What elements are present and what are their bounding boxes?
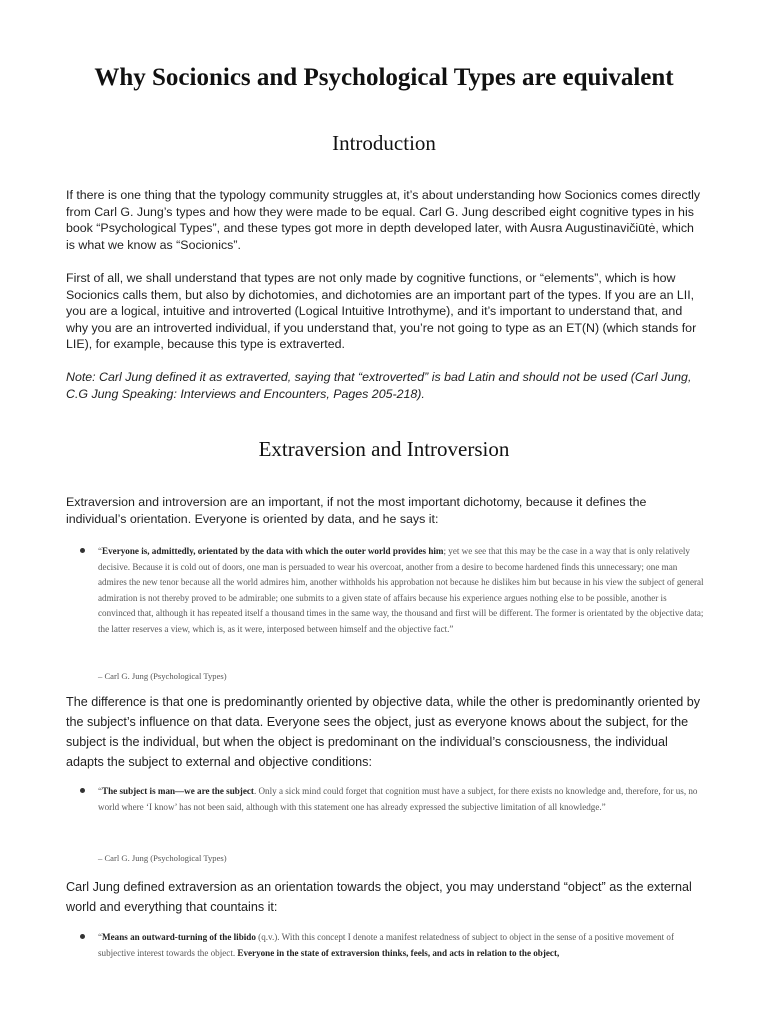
introduction-heading: Introduction — [332, 131, 436, 155]
quote-1-text — [98, 544, 705, 638]
quote-1-attribution: – Carl G. Jung (Psychological Types) — [98, 671, 227, 681]
bullet-icon — [80, 548, 85, 553]
quote-3-open: “ — [98, 932, 103, 942]
introduction-paragraph-2: First of all, we shall understand that types are not only made by cognitive functions, or “elements”, which is how Socionics calls them, but also by dichotomies, and dichotomies are an important part of the types. If you are an LII, you are a logical, intuitive and introverted (Logical Intuitive Introthyme), and it’s important to understand that, and why you are an introverted individual, if you understand that, you’re not going to type as an ET(N) (which stands for LIE), for example, because this type is extraverted. — [66, 271, 697, 351]
bullet-icon — [80, 788, 85, 793]
bullet-icon — [80, 934, 85, 939]
quote-2-rest: . Only a sick mind could forget that cognition must have a subject, for there exists no knowledge and, therefore, for us, no world where ‘I know’ has not been said, although with this statement one has already expressed the subjective limitation of all knowledge.” — [98, 786, 698, 812]
extraversion-paragraph-2: The difference is that one is predominantly oriented by objective data, while the other is predominantly oriented by the subject’s influence on that data. Everyone sees the object, just as everyone knows about the subject, for the subject is the individual, but when the object is predominant on the individual’s consciousness, the individual adapts the subject to external and objective conditions: — [66, 695, 701, 769]
quote-1-open: “ — [98, 546, 103, 556]
extraversion-heading: Extraversion and Introversion — [258, 437, 510, 461]
extraversion-paragraph-3: Carl Jung defined extraversion as an orientation towards the object, you may understand “object” as the external world and everything that countains it: — [66, 880, 692, 914]
quote-2-attribution: – Carl G. Jung (Psychological Types) — [98, 853, 227, 863]
quote-2-open: “ — [98, 786, 103, 796]
quote-2-bold: The subject is man—we are the subject — [102, 786, 254, 796]
quote-1-bold: Everyone is, admittedly, orientated by the data with which the outer world provides him — [102, 546, 444, 556]
quote-2-text — [98, 784, 705, 815]
quote-block-3 — [80, 930, 705, 961]
quote-block-2 — [80, 784, 705, 815]
quote-3-bold-2: Everyone in the state of extraversion thinks, feels, and acts in relation to the object, — [237, 947, 560, 958]
quote-3-mid: (q.v.). With this concept I denote a manifest relatedness of subject to object in the sense of a positive movement of subjective interest towards the object. — [98, 932, 674, 958]
quote-3-bold: Means an outward-turning of the libido — [102, 932, 256, 942]
page-title: Why Socionics and Psychological Types are equivalent — [94, 64, 674, 91]
quote-block-1 — [80, 544, 705, 638]
quote-3-text — [98, 930, 705, 961]
quote-1-rest: ; yet we see that this may be the case in a way that is only relatively decisive. Because it is cold out of doors, one man is persuaded to wear his overcoat, another from a desire to become hardened finds this unnecessary; one man admires the new tenor because all the world admires him, another withholds his approbation not because he dislikes him but because in his view the subject of general admiration is not thereby proved to be admirable; one submits to a given state of affairs because his experience argues nothing else to be possible, another is convinced that, although it has repeated itself a thousand times in the same way, the thousand and first will be different. The former is orientated by the objective data; the latter reserves a view, which is, as it were, interposed between himself and the objective fact.” — [98, 546, 704, 634]
introduction-note: Note: Carl Jung defined it as extraverted, saying that “extroverted” is bad Latin and should not be used (Carl Jung, C.G Jung Speaking: Interviews and Encounters, Pages 205-218). — [66, 370, 692, 401]
extraversion-paragraph-1: Extraversion and introversion are an important, if not the most important dichotomy, because it defines the individual’s orientation. Everyone is oriented by data, and he says it: — [66, 495, 647, 526]
introduction-paragraph-1: If there is one thing that the typology community struggles at, it’s about understanding how Socionics comes directly from Carl G. Jung’s types and how they were made to be equal. Carl G. Jung described eight cognitive types in his book “Psychological Types”, and these types got more in depth developed later, with Ausra Augustinavičiūtė, which is what we know as “Socionics”. — [66, 188, 701, 252]
